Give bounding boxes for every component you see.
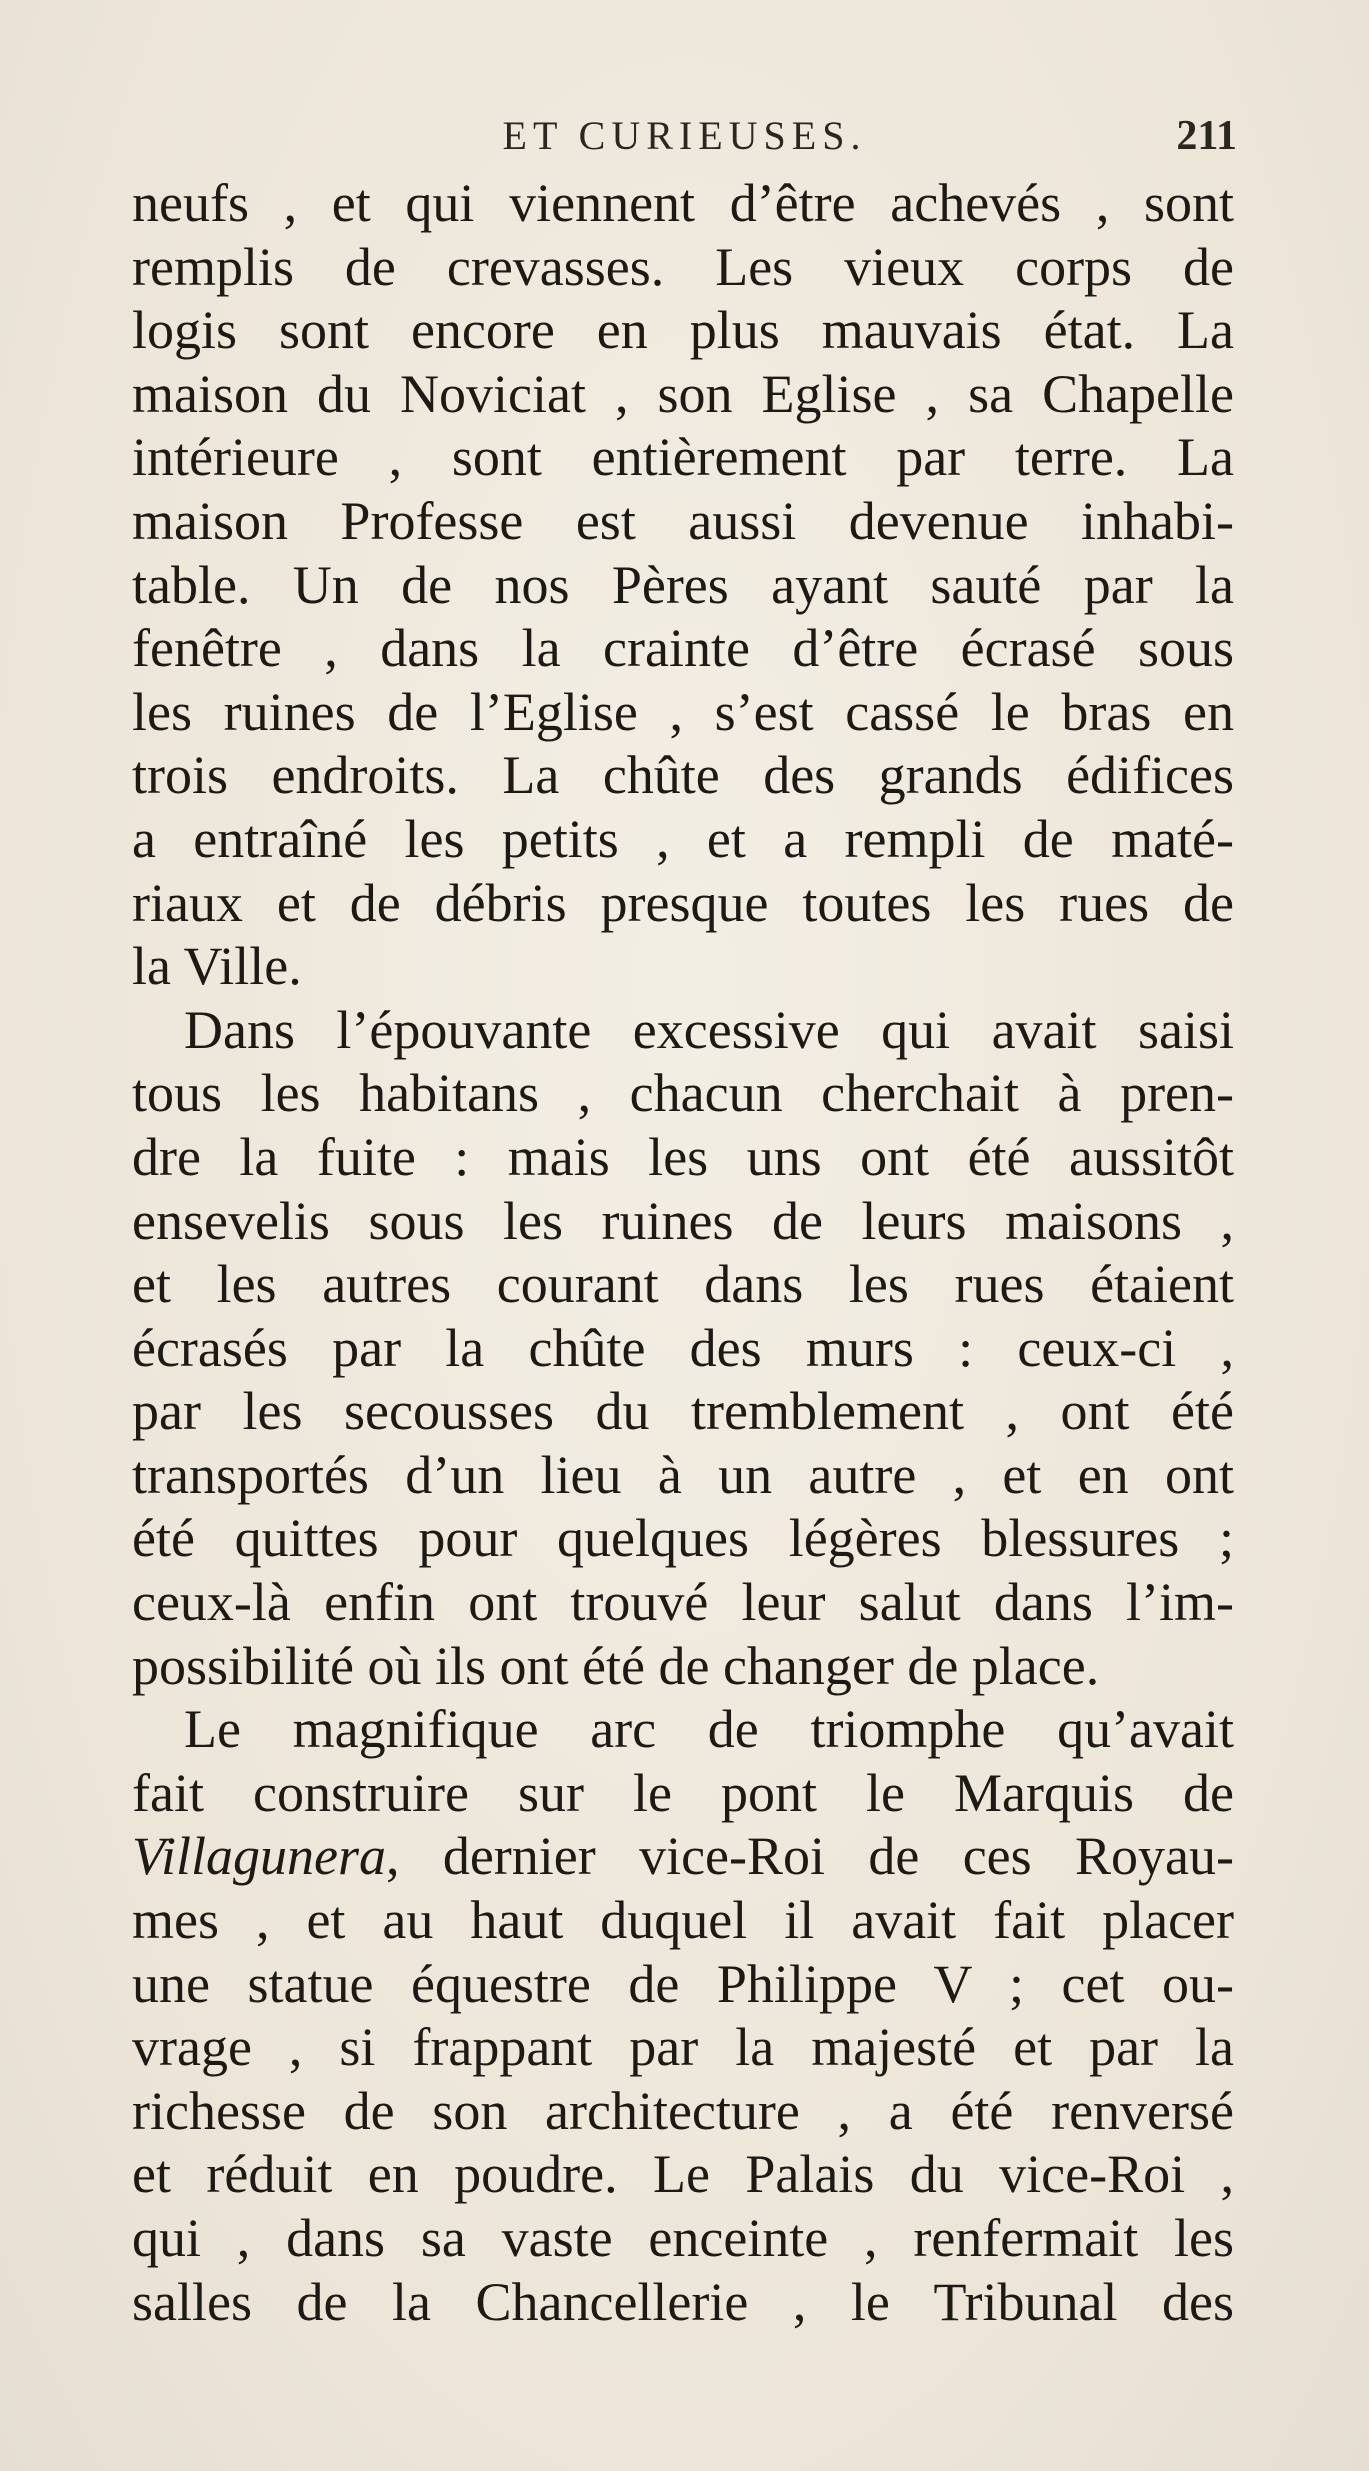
text-line: richesse de son architecture , a été renversé <box>132 2080 1234 2141</box>
paragraph-1 <box>132 172 1234 999</box>
text-line: remplis de crevasses. Les vieux corps de <box>132 236 1234 297</box>
text-fragment: , dernier vice-Roi de ces Royau- <box>385 1826 1234 1887</box>
text-line: une statue équestre de Philippe V ; cet ou- <box>132 1953 1234 2014</box>
text-line: salles de la Chancellerie , le Tribunal des <box>132 2271 1234 2332</box>
text-line: intérieure , sont entièrement par terre. La <box>132 427 1234 488</box>
text-line: fait construire sur le pont le Marquis de <box>132 1762 1234 1823</box>
page-number: 211 <box>1176 113 1237 159</box>
paragraph-2 <box>132 999 1234 1699</box>
text-line: maison Professe est aussi devenue inhabi- <box>132 490 1234 551</box>
text-line: Le magnifique arc de triomphe qu’avait <box>184 1699 1234 1760</box>
text-line: ensevelis sous les ruines de leurs maisons , <box>132 1190 1234 1251</box>
text-line: et réduit en poudre. Le Palais du vice-Roi , <box>132 2144 1234 2205</box>
text-line: a entraîné les petits , et a rempli de maté- <box>132 808 1234 869</box>
paragraph-3 <box>132 1698 1234 2334</box>
text-line: été quittes pour quelques légères blessures ; <box>132 1508 1234 1569</box>
text-line: ceux-là enfin ont trouvé leur salut dans l’im- <box>132 1572 1234 1633</box>
text-line: la Ville. <box>132 936 302 997</box>
text-line: transportés d’un lieu à un autre , et en ont <box>132 1444 1234 1505</box>
text-line: les ruines de l’Eglise , s’est cassé le bras en <box>132 681 1234 742</box>
text-line: écrasés par la chûte des murs : ceux-ci , <box>132 1317 1234 1378</box>
text-line: maison du Noviciat , son Eglise , sa Chapelle <box>132 363 1234 424</box>
text-line: Dans l’épouvante excessive qui avait saisi <box>184 999 1234 1060</box>
running-head <box>132 112 1237 172</box>
text-line: neufs , et qui viennent d’être achevés , sont <box>132 173 1234 233</box>
italic-name: Villagunera <box>132 1826 386 1887</box>
running-head-title: ET CURIEUSES. <box>502 113 867 158</box>
text-line-with-italic <box>132 1825 1234 1889</box>
text-line: possibilité où ils ont été de changer de place. <box>132 1635 1100 1696</box>
text-line: mes , et au haut duquel il avait fait placer <box>132 1890 1234 1951</box>
text-line: dre la fuite : mais les uns ont été aussitôt <box>132 1126 1234 1187</box>
text-line: riaux et de débris presque toutes les rues de <box>132 872 1234 933</box>
text-line: vrage , si frappant par la majesté et par la <box>132 2017 1234 2078</box>
text-line: par les secousses du tremblement , ont été <box>132 1381 1234 1442</box>
body-text <box>132 172 1234 2334</box>
text-line: et les autres courant dans les rues étaient <box>132 1254 1234 1315</box>
text-line: tous les habitans , chacun cherchait à pren- <box>132 1063 1234 1124</box>
text-line: fenêtre , dans la crainte d’être écrasé sous <box>132 618 1234 679</box>
text-line: trois endroits. La chûte des grands édifices <box>132 745 1234 806</box>
text-line: qui , dans sa vaste enceinte , renfermait les <box>132 2208 1234 2268</box>
text-line: table. Un de nos Pères ayant sauté par la <box>132 554 1234 615</box>
text-line: logis sont encore en plus mauvais état. La <box>132 300 1234 361</box>
